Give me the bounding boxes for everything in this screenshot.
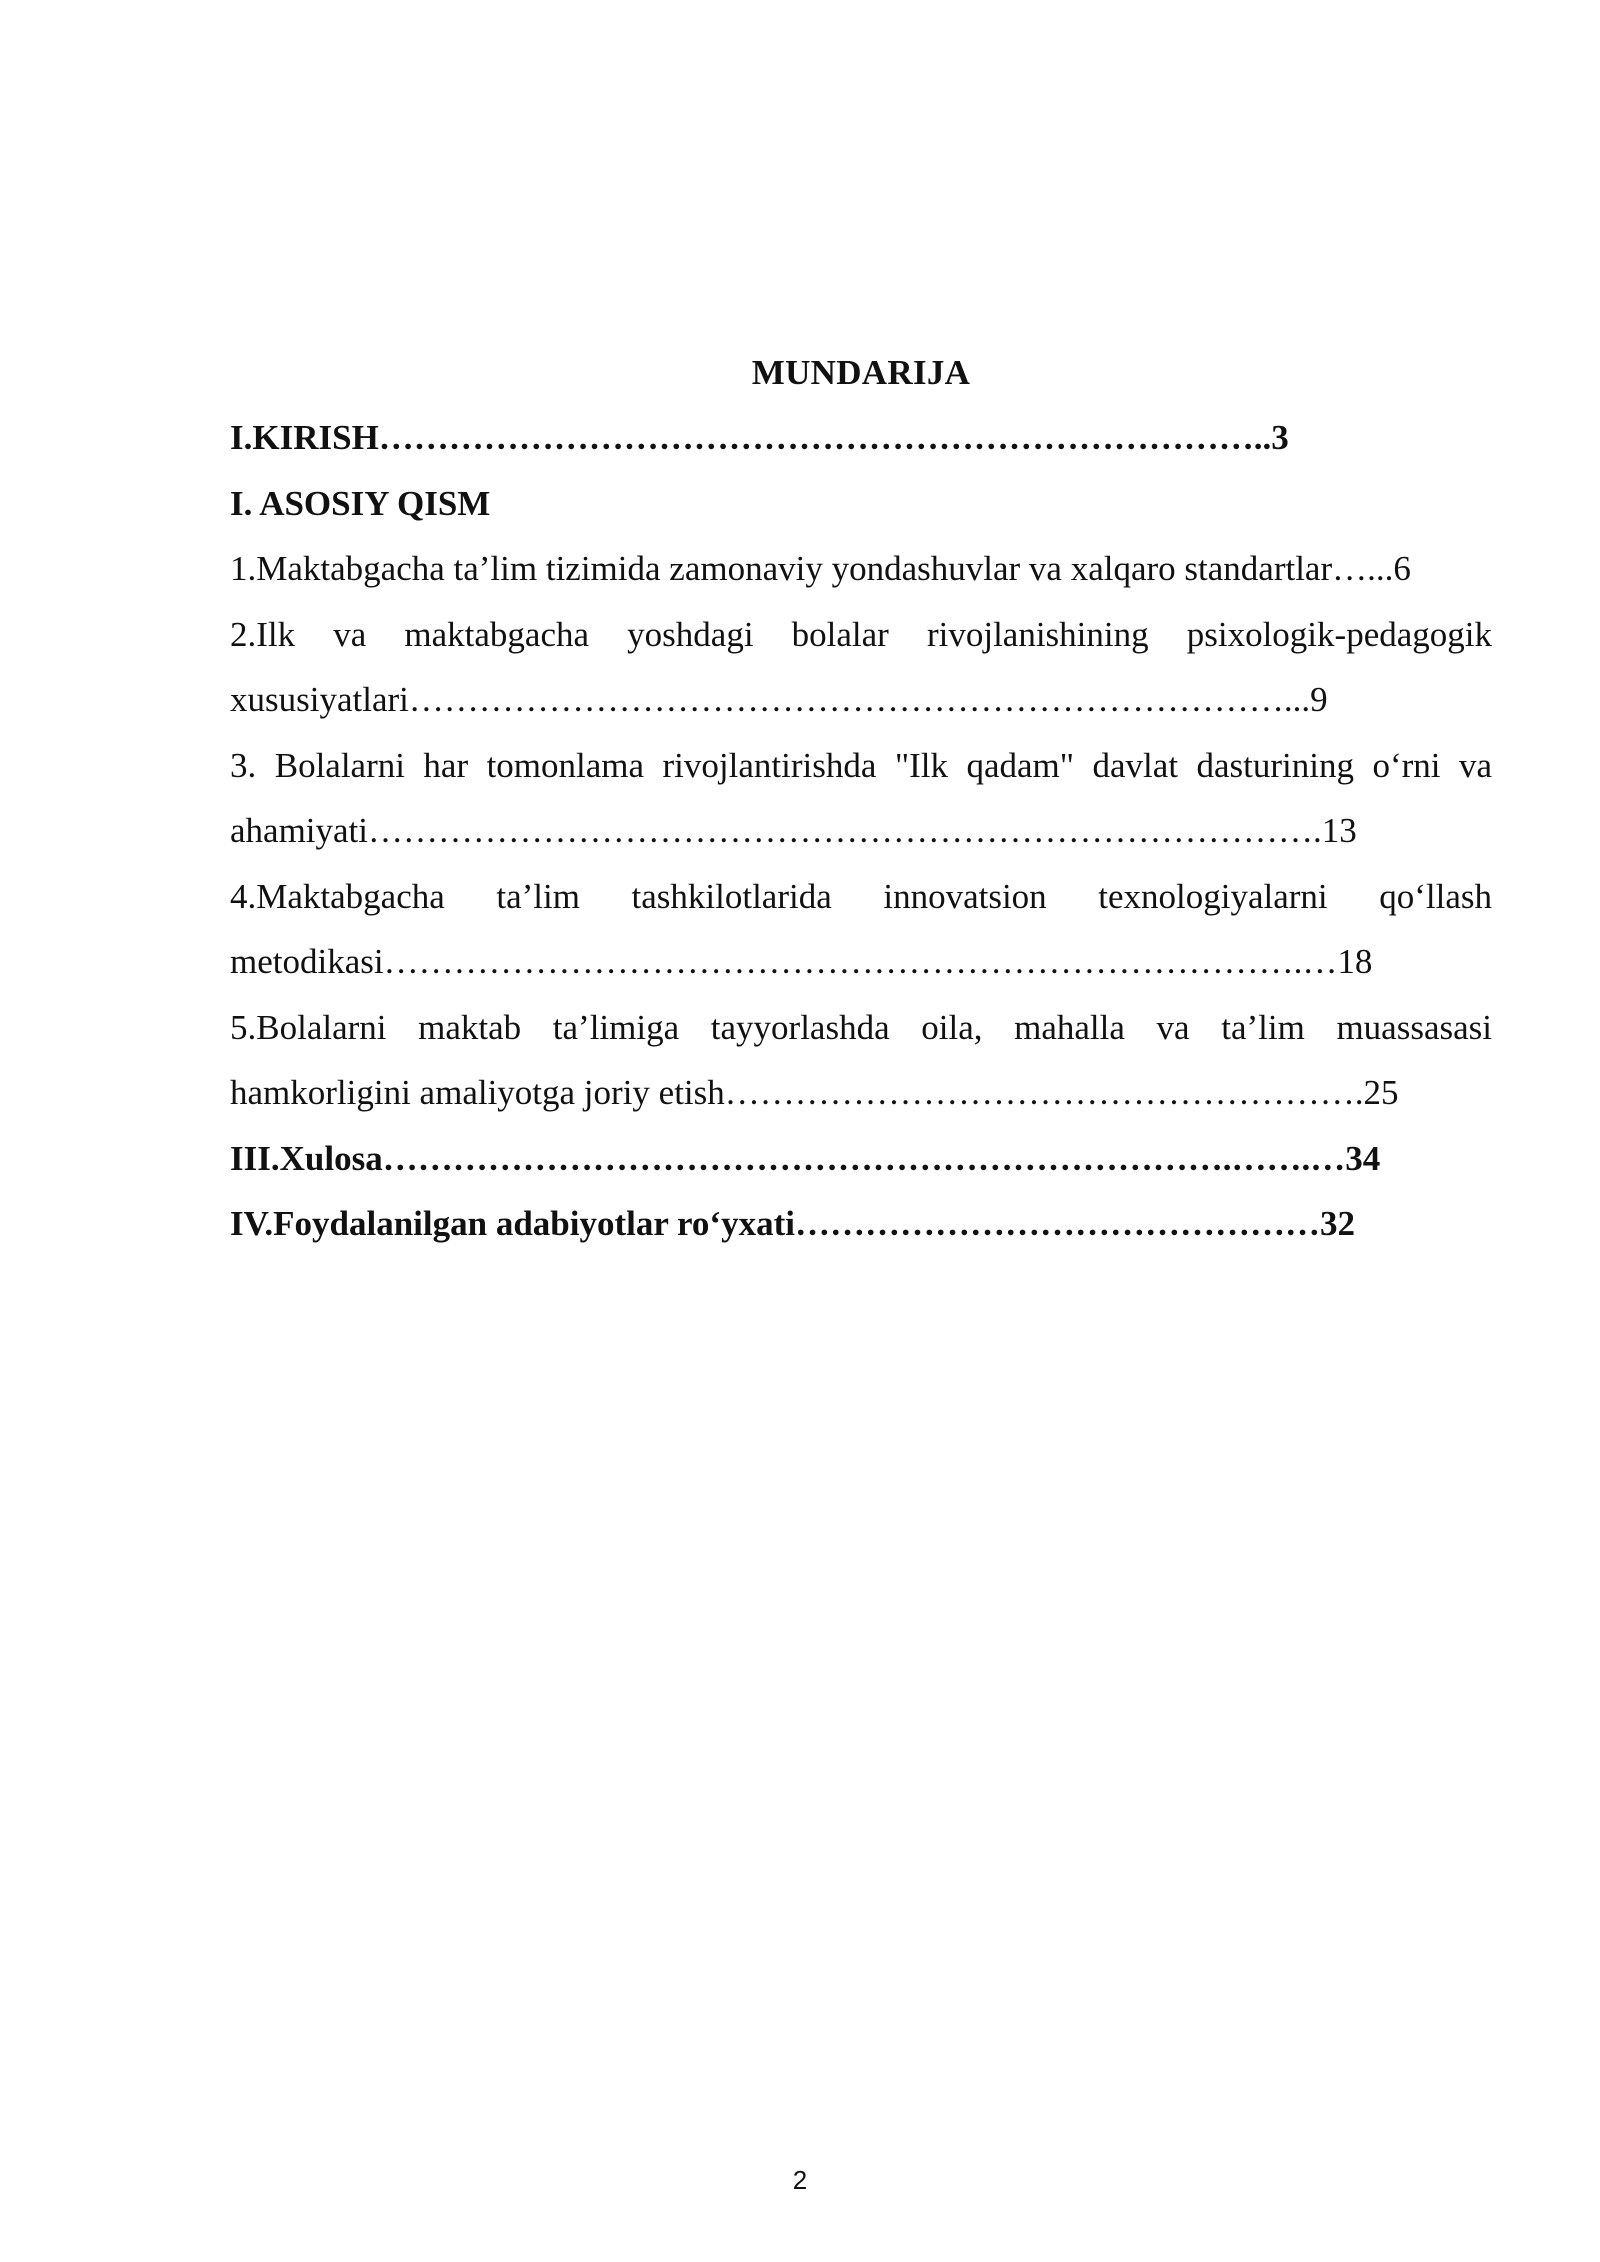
toc-line: ahamiyati……………………………………………………………………….13 (230, 811, 1357, 850)
page-number: 2 (792, 2165, 808, 2195)
toc-title: MUNDARIJA (751, 353, 971, 392)
toc-line: 4.Maktabgacha ta’lim tashkilotlarida innovatsion texnologiyalarni qo‘llash (230, 876, 1492, 916)
toc-line: I.KIRISH…………………………………………………………………..3 (230, 418, 1289, 457)
toc-line: 2.Ilk va maktabgacha yoshdagi bolalar rivojlanishining psixologik-pedagogik (230, 614, 1492, 654)
toc-line: xususiyatlari…………………………………………………………………...9 (230, 680, 1328, 719)
toc-line: IV.Foydalanilgan adabiyotlar ro‘yxati………………………………………32 (230, 1204, 1355, 1243)
toc-line: hamkorligini amaliyotga joriy etish……………………………………………….25 (230, 1073, 1399, 1112)
toc-line: 1.Maktabgacha ta’lim tizimida zamonaviy yondashuvlar va xalqaro standartlar…...6 (230, 549, 1411, 588)
toc-line: III.Xulosa……………………………………………………………….…….…34 (230, 1138, 1381, 1178)
table-of-contents (230, 340, 1492, 1257)
toc-line: I. ASOSIY QISM (230, 483, 491, 523)
toc-line: metodikasi…………………………………………………………………….…18 (230, 942, 1373, 981)
toc-line: 3. Bolalarni har tomonlama rivojlantirishda "Ilk qadam" davlat dasturining o‘rni va (230, 745, 1492, 785)
toc-line: 5.Bolalarni maktab ta’limiga tayyorlashda oila, mahalla va ta’lim muassasasi (230, 1007, 1492, 1047)
